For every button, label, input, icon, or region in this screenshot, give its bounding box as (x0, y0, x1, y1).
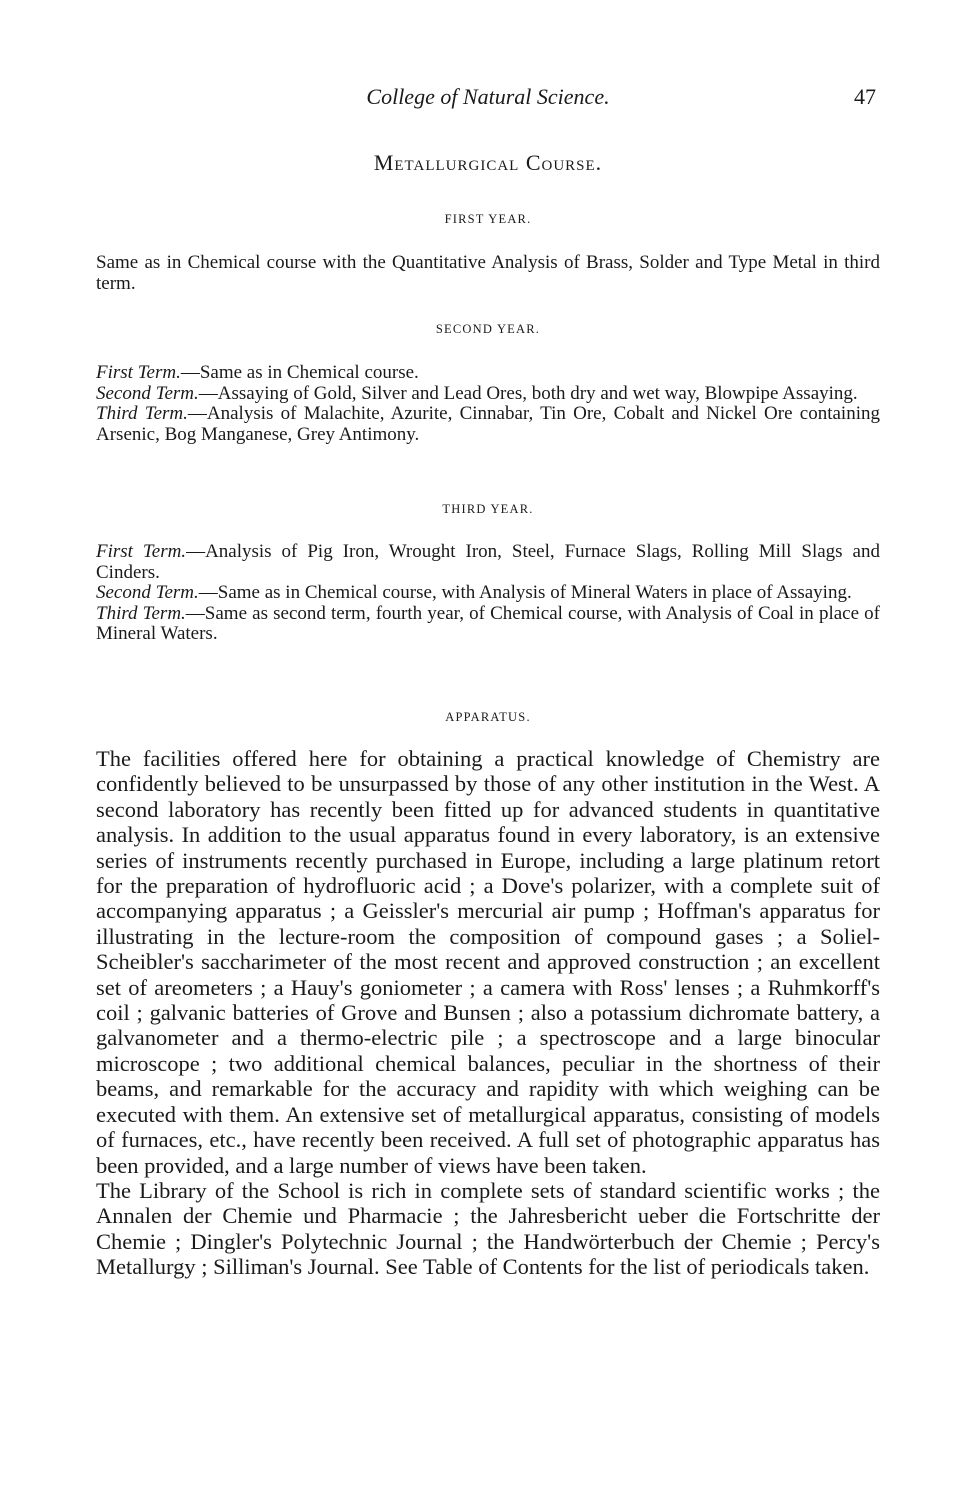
apparatus-paragraph-library: The Library of the School is rich in complete sets of standard scientific works ; the Annalen der Chemie und Pharmacie ; the Jahresbericht ueber die Fortschritte der Chemie ; Dingler's Polytechnic Journal ; the Handwörterbuch der Chemie ; Percy's Metallurgy ; Silliman's Journal. See Table of Contents for the list of periodicals taken. (96, 1177, 880, 1280)
term-text: —Same as second term, fourth year, of Chemical course, with Analysis of Coal in place of Mineral Waters. (96, 602, 880, 645)
term-label: Third Term. (96, 403, 188, 425)
second-year-third-term (96, 404, 880, 445)
term-text: —Same as in Chemical course. (180, 362, 419, 383)
third-year-heading: THIRD YEAR. (442, 502, 534, 516)
term-label: First Term. (96, 541, 187, 562)
term-label: Third Term. (96, 602, 186, 624)
term-text: —Analysis of Malachite, Azurite, Cinnabar, Tin Ore, Cobalt and Nickel Ore containing Arsenic, Bog Manganese, Grey Antimony. (96, 403, 880, 445)
second-year-heading: SECOND YEAR. (435, 322, 541, 336)
first-year-heading: FIRST YEAR. (444, 212, 532, 226)
running-title: College of Natural Science. (366, 84, 610, 109)
third-year-third-term (96, 604, 880, 645)
second-year-first-term (96, 363, 880, 384)
apparatus-heading: APPARATUS. (445, 710, 531, 724)
second-year-second-term (96, 384, 880, 405)
term-text: —Assaying of Gold, Silver and Lead Ores, both dry and wet way, Blowpipe Assaying. (198, 382, 858, 404)
page-number: 47 (854, 84, 876, 109)
apparatus-section (96, 746, 880, 1280)
apparatus-paragraph-facilities: The facilities offered here for obtaining a practical knowledge of Chemistry are confidently believed to be unsurpassed by those of any other institution in the West. A second laboratory has recently been fitted up for advanced students in quantitative analysis. In addition to the usual apparatus found in every laboratory, is an extensive series of instruments recently purchased in Europe, including a large platinum retort for the preparation of hydrofluoric acid ; a Dove's polarizer, with a complete suit of accompanying apparatus ; a Geissler's mercurial air pump ; Hoffman's apparatus for illustrating in the lecture-room the composition of compound gases ; a Soliel-Scheibler's saccharimeter of the most recent and approved construction ; an excellent set of areometers ; a Hauy's goniometer ; a camera with Ross' lenses ; a Ruhmkorff's coil ; galvanic batteries of Grove and Bunsen ; also a potassium dichromate battery, a galvanometer and a thermo-electric pile ; a spectroscope and a large binocular microscope ; two additional chemical balances, peculiar in the shortness of their beams, and remarkable for the accuracy and rapidity with which weighing can be executed with them. An extensive set of metallurgical apparatus, consisting of models of furnaces, etc., have recently been received. A full set of photographic apparatus has been provided, and a large number of views have been taken. (96, 746, 880, 1178)
first-year-text (96, 253, 880, 294)
term-text: —Same as in Chemical course, with Analysis of Mineral Waters in place of Assaying. (198, 582, 852, 604)
term-label: Second Term. (96, 582, 199, 604)
term-label: First Term. (96, 362, 181, 383)
term-text: —Analysis of Pig Iron, Wrought Iron, Steel, Furnace Slags, Rolling Mill Slags and Cinders. (96, 541, 880, 583)
third-year-terms (96, 542, 880, 645)
running-head (96, 84, 880, 116)
third-year-first-term (96, 542, 880, 583)
term-label: Second Term. (96, 382, 199, 404)
third-year-second-term (96, 583, 880, 604)
second-year-terms (96, 363, 880, 445)
first-year-paragraph: Same as in Chemical course with the Quantitative Analysis of Brass, Solder and Type Metal in third term. (96, 252, 880, 294)
course-title: Metallurgical Course. (373, 150, 603, 175)
